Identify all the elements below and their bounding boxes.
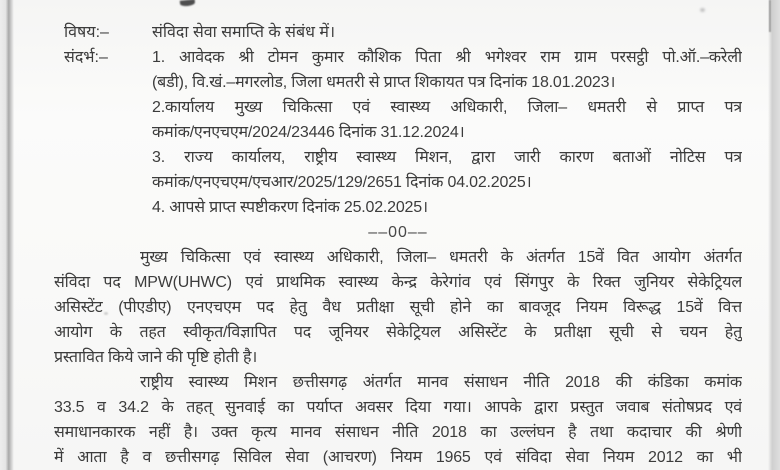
body-paragraph-1 [54,245,742,370]
paragraph-2-line-1: राष्ट्रीय स्वास्थ्य मिशन छत्तीसगढ़ अंतर्गत मानव संसाधन नीति 2018 की कंडिका कमांक [140,374,742,391]
body-paragraph-2 [54,370,742,470]
paragraph-1-line-5: प्रस्तावित किये जाने की पृष्टि होती है। [54,349,258,366]
reference-item-4-line-1: 4. आपसे प्राप्त स्पष्टीकरण दिनांक 25.02.2025। [152,199,428,216]
reference-item-1-line-1: 1. आवेदक श्री टोमन कुमार कौशिक पिता श्री भगेश्वर राम ग्राम परसट्ठी पो.ऑ.–करेली [152,49,742,66]
paragraph-1-line-1: मुख्य चिकित्सा एवं स्वास्थ्य अधिकारी, जिला– धमतरी के अंतर्गत 15वें वित आयोग अंतर्गत [140,249,742,266]
reference-list [152,45,742,220]
reference-item-3-line-2: कमांक/एनएचएम/एचआर/2025/129/2651 दिनांक 04.02.2025। [152,174,532,191]
paragraph-2-line-3: समाधानकारक नहीं है। उक्त कृत्य मानव संसाधन नीति 2018 का उल्लंघन है तथा कदाचार की श्रेणी [54,424,742,441]
paragraph-2-line-2: 33.5 व 34.2 के तहत् सुनवाई का पर्याप्त अवसर दिया गया। आपके द्वारा प्रस्तुत जवाब संतोषप्रद एवं [54,399,742,416]
subject-row [0,20,780,45]
section-divider: ––00–– [368,224,428,241]
paragraph-1-line-2: संविदा पद MPW(UHWC) एवं प्राथमिक स्वास्थ्य केन्द्र केरेगांव एवं सिंगपुर के रिक्त जुनियर सेकेट्रियल [54,274,742,291]
paragraph-1-line-4: आयोग के तहत स्वीकृत/विज्ञापित पद जूनियर सेकेट्रियल असिस्टेंट के प्रतीक्षा सूची से चयन हेतु [54,324,742,341]
reference-item-1-line-2: (बडी), वि.खं.–मगरलोड, जिला धमतरी से प्राप्त शिकायत पत्र दिनांक 18.01.2023। [152,74,616,91]
subject-text: संविदा सेवा समाप्ति के संबंध में। [152,24,336,41]
paragraph-2-line-4: में आता है व छत्तीसगढ़ सिविल सेवा (आचरण) नियम 1965 एवं संविदा सेवा नियम 2012 का भी [54,449,742,466]
reference-item-3-line-1: 3. राज्य कार्यालय, राष्ट्रीय स्वास्थ्य मिशन, द्वारा जारी कारण बताओं नोटिस पत्र [152,149,742,166]
reference-item-2-line-2: कमांक/एनएचएम/2024/23446 दिनांक 31.12.2024। [152,124,465,141]
subject-label: विषय:– [64,24,109,41]
reference-item-2-line-1: 2.कार्यालय मुख्य चिकित्सा एवं स्वास्थ्य अधिकारी, जिला– धमतरी से प्राप्त पत्र [152,99,742,116]
reference-label: संदर्भ:– [64,49,108,66]
paragraph-1-line-3: असिस्टेंट (पीएडीए) एनएचएम पद हेतु वैध प्रतीक्षा सूची होने का बावजूद नियम विरूद्ध 15वें वित्त [54,299,742,316]
